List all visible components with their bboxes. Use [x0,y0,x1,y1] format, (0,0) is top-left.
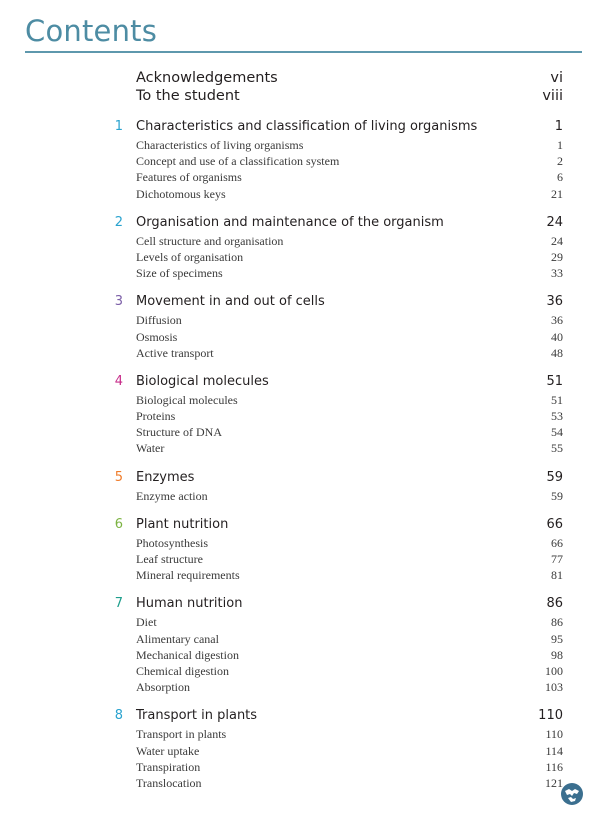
section-entry[interactable] [0,330,609,346]
section-entry[interactable] [0,393,609,409]
section-entry[interactable] [0,568,609,584]
chapter-block [0,215,609,283]
chapter-block [0,708,609,792]
toc-entry-to-the-student[interactable] [0,88,609,106]
chapter-page: 110 [538,708,563,724]
chapter-heading[interactable] [0,374,609,393]
chapter-heading[interactable] [0,294,609,313]
section-page: 33 [551,266,563,281]
section-label: Mineral requirements [136,568,240,583]
section-entry[interactable] [0,138,609,154]
chapter-number: 4 [114,373,123,389]
section-entry[interactable] [0,170,609,186]
section-page: 59 [551,488,563,503]
section-page: 48 [551,345,563,360]
chapter-title: Enzymes [136,469,195,485]
section-page: 116 [545,759,563,774]
section-page: 51 [551,392,563,407]
section-entry[interactable] [0,727,609,743]
chapter-number: 3 [114,294,123,310]
section-entry[interactable] [0,615,609,631]
chapter-page: 86 [546,596,563,612]
chapter-heading[interactable] [0,708,609,727]
chapter-heading[interactable] [0,470,609,489]
chapter-title: Movement in and out of cells [136,294,325,310]
toc-entry-label: Acknowledgements [136,70,278,86]
section-page: 24 [551,233,563,248]
section-label: Osmosis [136,329,178,344]
section-label: Alimentary canal [136,631,219,646]
section-label: Water uptake [136,743,200,758]
toc-entry-page: vi [550,70,563,86]
section-label: Concept and use of a classification system [136,154,340,169]
chapter-number: 7 [114,596,123,612]
section-label: Levels of organisation [136,249,244,264]
chapter-number: 8 [114,708,123,724]
section-entry[interactable] [0,536,609,552]
section-label: Transport in plants [136,727,227,742]
chapter-block [0,294,609,362]
section-page: 53 [551,409,563,424]
section-page: 103 [545,680,563,695]
section-entry[interactable] [0,425,609,441]
section-page: 6 [557,170,563,185]
section-page: 21 [551,186,563,201]
section-entry[interactable] [0,234,609,250]
chapter-title: Biological molecules [136,373,269,389]
section-page: 1 [557,138,563,152]
section-label: Leaf structure [136,552,203,566]
section-entry[interactable] [0,760,609,776]
section-label: Mechanical digestion [136,647,239,662]
section-label: Diffusion [136,313,182,328]
section-entry[interactable] [0,313,609,329]
section-label: Photosynthesis [136,535,209,550]
section-page: 98 [551,647,563,662]
toc-entry-label: To the student [136,88,240,104]
section-page: 77 [551,552,563,566]
section-entry[interactable] [0,776,609,792]
section-label: Absorption [136,680,190,695]
chapter-list [0,119,609,792]
table-of-contents [0,70,609,792]
chapter-title: Characteristics and classification of living organisms [136,119,478,134]
section-page: 114 [545,743,563,758]
section-label: Enzyme action [136,488,208,503]
chapter-title: Plant nutrition [136,516,229,532]
section-label: Structure of DNA [136,425,222,440]
section-label: Water [136,441,165,456]
section-page: 100 [545,663,563,678]
section-label: Diet [136,615,157,630]
section-entry[interactable] [0,552,609,568]
section-label: Active transport [136,345,214,360]
section-entry[interactable] [0,409,609,425]
title-divider [25,51,582,53]
chapter-page: 51 [546,373,563,389]
section-page: 36 [551,313,563,328]
section-entry[interactable] [0,266,609,282]
section-page: 66 [551,535,563,550]
section-page: 95 [551,631,563,646]
section-page: 55 [551,441,563,456]
section-page: 81 [551,568,563,583]
section-page: 54 [551,425,563,440]
section-label: Characteristics of living organisms [136,138,304,152]
section-entry[interactable] [0,648,609,664]
section-entry[interactable] [0,632,609,648]
toc-entry-acknowledgements[interactable] [0,70,609,88]
chapter-heading[interactable] [0,119,609,138]
section-label: Size of specimens [136,266,223,281]
toc-entry-page: viii [542,88,563,104]
section-entry[interactable] [0,664,609,680]
chapter-title: Transport in plants [136,708,258,724]
chapter-block [0,517,609,585]
chapter-number: 2 [114,214,123,230]
section-page: 110 [545,727,563,742]
section-entry[interactable] [0,154,609,170]
globe-logo-icon [560,782,584,806]
section-entry[interactable] [0,744,609,760]
chapter-heading[interactable] [0,517,609,536]
section-page: 2 [557,154,563,169]
section-page: 29 [551,249,563,264]
chapter-title: Human nutrition [136,596,243,612]
chapter-block [0,470,609,505]
chapter-number: 5 [114,469,123,485]
chapter-number: 1 [114,119,123,134]
section-page: 40 [551,329,563,344]
chapter-block [0,374,609,458]
chapter-page: 59 [546,469,563,485]
chapter-page: 66 [546,516,563,532]
section-label: Biological molecules [136,392,238,407]
section-entry[interactable] [0,346,609,362]
section-label: Cell structure and organisation [136,233,284,248]
section-entry[interactable] [0,441,609,457]
section-page: 86 [551,615,563,630]
chapter-block [0,119,609,203]
page-title: Contents [25,14,158,48]
chapter-title: Organisation and maintenance of the organism [136,214,444,230]
section-label: Dichotomous keys [136,186,226,201]
chapter-block [0,596,609,696]
section-label: Chemical digestion [136,663,229,678]
chapter-number: 6 [114,516,123,532]
section-entry[interactable] [0,489,609,505]
section-label: Transpiration [136,759,201,774]
section-label: Translocation [136,775,202,790]
chapter-page: 1 [554,119,563,134]
section-label: Proteins [136,409,176,424]
section-entry[interactable] [0,250,609,266]
section-entry[interactable] [0,187,609,203]
section-label: Features of organisms [136,170,242,185]
section-page: 121 [545,775,563,790]
chapter-page: 24 [546,214,563,230]
section-entry[interactable] [0,680,609,696]
chapter-heading[interactable] [0,596,609,615]
chapter-heading[interactable] [0,215,609,234]
chapter-page: 36 [546,294,563,310]
